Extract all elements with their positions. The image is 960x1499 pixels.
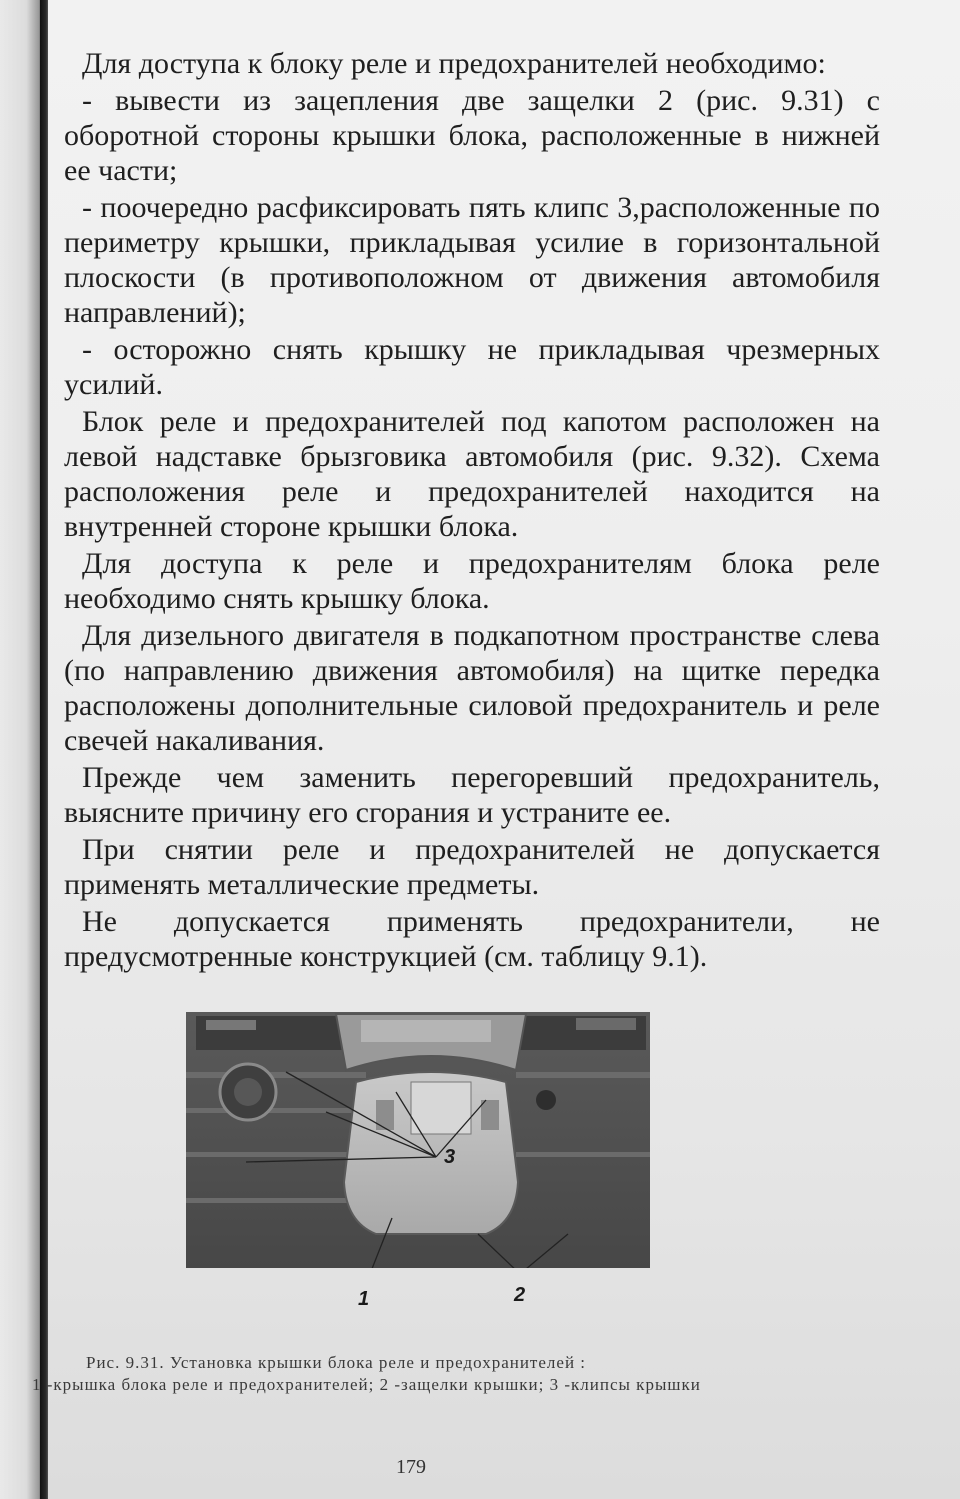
paragraph: Не допускается применять предохранители, не предусмотренные конструкцией (см. таблицу 9.1). bbox=[64, 905, 880, 973]
paragraph: Блок реле и предохранителей под капотом расположен на левой надставке брызговика автомобиля (рис. 9.32). Схема расположения реле и предохранителей находится на внутренней стороне крышки блока. bbox=[64, 405, 880, 543]
caption-title: Рис. 9.31. Установка крышки блока реле и предохранителей : bbox=[86, 1353, 587, 1372]
paragraph: - осторожно снять крышку не прикладывая чрезмерных усилий. bbox=[64, 333, 880, 401]
paragraph: При снятии реле и предохранителей не допускается применять металлические предметы. bbox=[64, 833, 880, 901]
page-number: 179 bbox=[396, 1456, 426, 1478]
figure-relay-box-cover bbox=[186, 1012, 650, 1310]
paragraph: Для доступа к блоку реле и предохранителей необходимо: bbox=[82, 47, 826, 80]
caption-legend: 1 -крышка блока реле и предохранителей; 2 -защелки крышки; 3 -клипсы крышки bbox=[32, 1375, 701, 1394]
body-text bbox=[64, 46, 880, 976]
paragraph: Прежде чем заменить перегоревший предохранитель, выясните причину его сгорания и устраните ее. bbox=[64, 761, 880, 829]
paragraph: Для доступа к реле и предохранителям блока реле необходимо снять крышку блока. bbox=[64, 547, 880, 615]
callout-3-label: 3 bbox=[444, 1146, 456, 1168]
paragraph: Для дизельного двигателя в подкапотном пространстве слева (по направлению движения автомобиля) на щитке передка расположены дополнительные силовой предохранитель и реле свечей накаливания. bbox=[64, 619, 880, 757]
paragraph: - поочередно расфиксировать пять клипс 3,расположенные по периметру крышки, прикладывая усилие в горизонтальной плоскости (в противоположном от движения автомобиля направлений); bbox=[64, 191, 880, 329]
paragraph: - вывести из зацепления две защелки 2 (рис. 9.31) с оборотной стороны крышки блока, расположенные в нижней ее части; bbox=[64, 84, 880, 187]
callout-2-label: 2 bbox=[514, 1284, 526, 1306]
figure-caption bbox=[32, 1352, 852, 1396]
book-page bbox=[32, 0, 960, 1499]
callout-1-label: 1 bbox=[358, 1288, 370, 1310]
adjacent-page-edge bbox=[0, 0, 44, 1499]
relay-box-photo bbox=[186, 1012, 650, 1268]
